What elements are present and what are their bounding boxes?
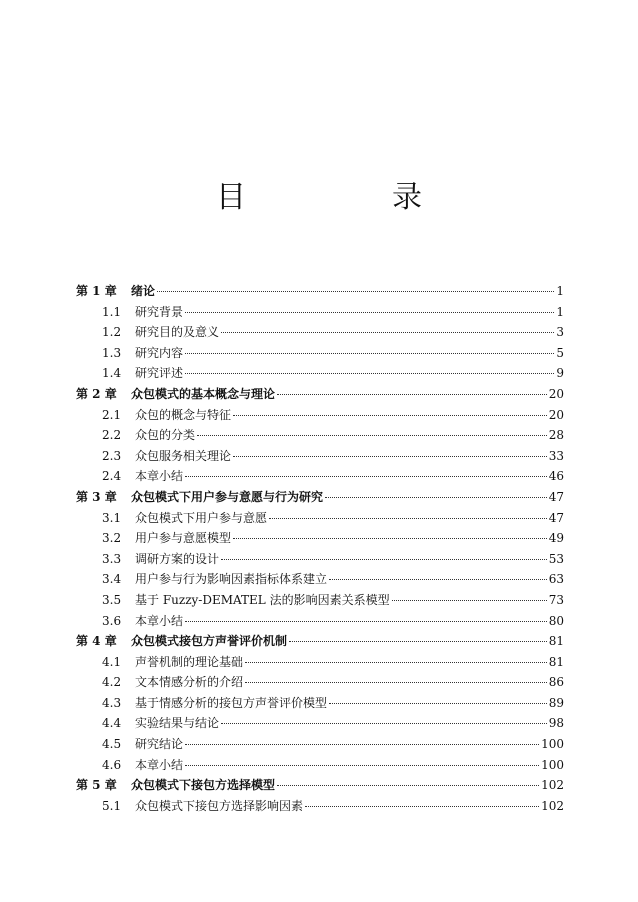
toc-chapter-entry xyxy=(76,384,564,405)
toc-entry-number: 3.4 xyxy=(102,572,122,587)
toc-entry-page-number: 63 xyxy=(548,572,564,587)
page-title: 目 录 xyxy=(216,180,480,215)
toc-entry-number: 第 5 章 xyxy=(76,778,117,793)
dot-leader xyxy=(185,476,547,477)
toc-section-entry xyxy=(76,693,564,714)
toc-entry-page-number: 100 xyxy=(541,757,564,772)
toc-entry-page-number: 33 xyxy=(548,448,564,463)
dot-leader xyxy=(233,415,547,416)
toc-section-entry xyxy=(76,302,564,323)
toc-chapter-entry xyxy=(76,631,564,652)
toc-entry-number: 第 1 章 xyxy=(76,284,117,298)
dot-leader xyxy=(245,682,547,683)
dot-leader xyxy=(185,744,539,745)
toc-entry-title: 实验结果与结论 xyxy=(135,716,220,731)
toc-entry-title: 研究背景 xyxy=(135,304,184,319)
toc-entry-title: 声誉机制的理论基础 xyxy=(135,654,244,669)
toc-entry-number: 3.5 xyxy=(102,592,122,607)
toc-entry-page-number: 28 xyxy=(548,428,564,443)
table-of-contents xyxy=(76,281,564,816)
toc-entry-page-number: 53 xyxy=(548,551,564,566)
toc-entry-number: 第 2 章 xyxy=(76,386,117,401)
toc-entry-number: 2.1 xyxy=(102,407,122,422)
toc-entry-number: 3.6 xyxy=(102,613,122,628)
toc-entry-title: 众包模式的基本概念与理论 xyxy=(131,386,276,401)
toc-entry-title: 用户参与行为影响因素指标体系建立 xyxy=(135,572,328,587)
toc-section-entry xyxy=(76,405,564,426)
toc-entry-number: 1.3 xyxy=(102,345,122,360)
dot-leader xyxy=(329,579,547,580)
toc-section-entry xyxy=(76,549,564,570)
dot-leader xyxy=(157,291,554,292)
toc-entry-title: 调研方案的设计 xyxy=(135,551,220,566)
toc-entry-page-number: 86 xyxy=(548,675,564,690)
dot-leader xyxy=(221,332,554,333)
toc-entry-page-number: 100 xyxy=(541,737,564,752)
toc-entry-title: 众包模式接包方声誉评价机制 xyxy=(131,634,288,649)
toc-entry-number: 第 4 章 xyxy=(76,634,117,649)
dot-leader xyxy=(185,312,554,313)
toc-entry-title: 众包的概念与特征 xyxy=(135,407,232,422)
toc-entry-page-number: 1 xyxy=(556,284,564,298)
toc-entry-page-number: 9 xyxy=(556,366,564,381)
toc-entry-page-number: 46 xyxy=(548,469,564,484)
toc-section-entry xyxy=(76,363,564,384)
toc-entry-number: 3.2 xyxy=(102,531,122,546)
toc-section-entry xyxy=(76,446,564,467)
toc-entry-title: 绪论 xyxy=(131,284,156,298)
dot-leader xyxy=(185,621,547,622)
dot-leader xyxy=(197,435,547,436)
toc-section-entry xyxy=(76,569,564,590)
toc-entry-number: 4.1 xyxy=(102,654,122,669)
toc-entry-page-number: 98 xyxy=(548,716,564,731)
toc-entry-title: 研究内容 xyxy=(135,345,184,360)
toc-entry-title: 众包的分类 xyxy=(135,428,196,443)
toc-entry-page-number: 89 xyxy=(548,695,564,710)
toc-entry-number: 第 3 章 xyxy=(76,489,117,504)
dot-leader xyxy=(277,394,547,395)
toc-entry-number: 3.3 xyxy=(102,551,122,566)
toc-entry-title: 用户参与意愿模型 xyxy=(135,531,232,546)
dot-leader xyxy=(277,785,539,786)
toc-entry-page-number: 81 xyxy=(548,654,564,669)
dot-leader xyxy=(305,806,539,807)
toc-entry-title: 众包模式下用户参与意愿 xyxy=(135,510,268,525)
dot-leader xyxy=(289,641,547,642)
toc-chapter-entry xyxy=(76,281,564,302)
toc-section-entry xyxy=(76,796,564,817)
toc-entry-page-number: 49 xyxy=(548,531,564,546)
toc-entry-page-number: 47 xyxy=(548,510,564,525)
toc-section-entry xyxy=(76,672,564,693)
toc-entry-title: 研究评述 xyxy=(135,366,184,381)
toc-entry-title: 基于情感分析的接包方声誉评价模型 xyxy=(135,695,328,710)
toc-entry-title: 研究结论 xyxy=(135,737,184,752)
toc-chapter-entry xyxy=(76,487,564,508)
toc-entry-page-number: 1 xyxy=(556,304,564,319)
toc-section-entry xyxy=(76,343,564,364)
dot-leader xyxy=(392,600,547,601)
toc-entry-number: 2.2 xyxy=(102,428,122,443)
dot-leader xyxy=(245,662,547,663)
toc-entry-number: 1.4 xyxy=(102,366,122,381)
toc-section-entry xyxy=(76,322,564,343)
toc-entry-number: 4.5 xyxy=(102,737,122,752)
toc-entry-number: 2.3 xyxy=(102,448,122,463)
toc-entry-number: 4.6 xyxy=(102,757,122,772)
toc-section-entry xyxy=(76,734,564,755)
toc-entry-page-number: 47 xyxy=(548,489,564,504)
dot-leader xyxy=(329,703,547,704)
toc-entry-page-number: 20 xyxy=(548,386,564,401)
toc-entry-title: 本章小结 xyxy=(135,757,184,772)
toc-entry-page-number: 5 xyxy=(556,345,564,360)
dot-leader xyxy=(221,723,547,724)
toc-entry-title: 研究目的及意义 xyxy=(135,325,220,340)
toc-entry-page-number: 80 xyxy=(548,613,564,628)
toc-entry-page-number: 81 xyxy=(548,634,564,649)
toc-entry-page-number: 20 xyxy=(548,407,564,422)
toc-entry-page-number: 102 xyxy=(541,778,564,793)
toc-section-entry xyxy=(76,611,564,632)
toc-entry-title: 众包模式下接包方选择模型 xyxy=(131,778,276,793)
toc-section-entry xyxy=(76,755,564,776)
toc-section-entry xyxy=(76,652,564,673)
toc-entry-number: 4.4 xyxy=(102,716,122,731)
toc-entry-number: 1.2 xyxy=(102,325,122,340)
toc-entry-number: 2.4 xyxy=(102,469,122,484)
toc-entry-number: 4.2 xyxy=(102,675,122,690)
dot-leader xyxy=(185,373,554,374)
dot-leader xyxy=(233,538,547,539)
toc-section-entry xyxy=(76,466,564,487)
toc-entry-title: 本章小结 xyxy=(135,469,184,484)
toc-entry-number: 3.1 xyxy=(102,510,122,525)
toc-entry-number: 1.1 xyxy=(102,304,122,319)
dot-leader xyxy=(185,353,554,354)
toc-section-entry xyxy=(76,508,564,529)
toc-entry-number: 4.3 xyxy=(102,695,122,710)
toc-entry-title: 众包模式下接包方选择影响因素 xyxy=(135,798,304,813)
toc-section-entry xyxy=(76,590,564,611)
toc-entry-page-number: 102 xyxy=(541,798,564,813)
dot-leader xyxy=(233,456,547,457)
dot-leader xyxy=(325,497,547,498)
toc-entry-page-number: 73 xyxy=(548,592,564,607)
toc-entry-title: 众包服务相关理论 xyxy=(135,448,232,463)
dot-leader xyxy=(221,559,547,560)
toc-entry-number: 5.1 xyxy=(102,798,122,813)
dot-leader xyxy=(185,765,539,766)
toc-section-entry xyxy=(76,425,564,446)
toc-entry-title: 基于 Fuzzy-DEMATEL 法的影响因素关系模型 xyxy=(135,592,390,607)
toc-entry-page-number: 3 xyxy=(556,325,564,340)
toc-entry-title: 本章小结 xyxy=(135,613,184,628)
toc-section-entry xyxy=(76,713,564,734)
toc-chapter-entry xyxy=(76,775,564,796)
dot-leader xyxy=(269,518,547,519)
toc-entry-title: 众包模式下用户参与意愿与行为研究 xyxy=(131,489,324,504)
toc-section-entry xyxy=(76,528,564,549)
toc-entry-title: 文本情感分析的介绍 xyxy=(135,675,244,690)
